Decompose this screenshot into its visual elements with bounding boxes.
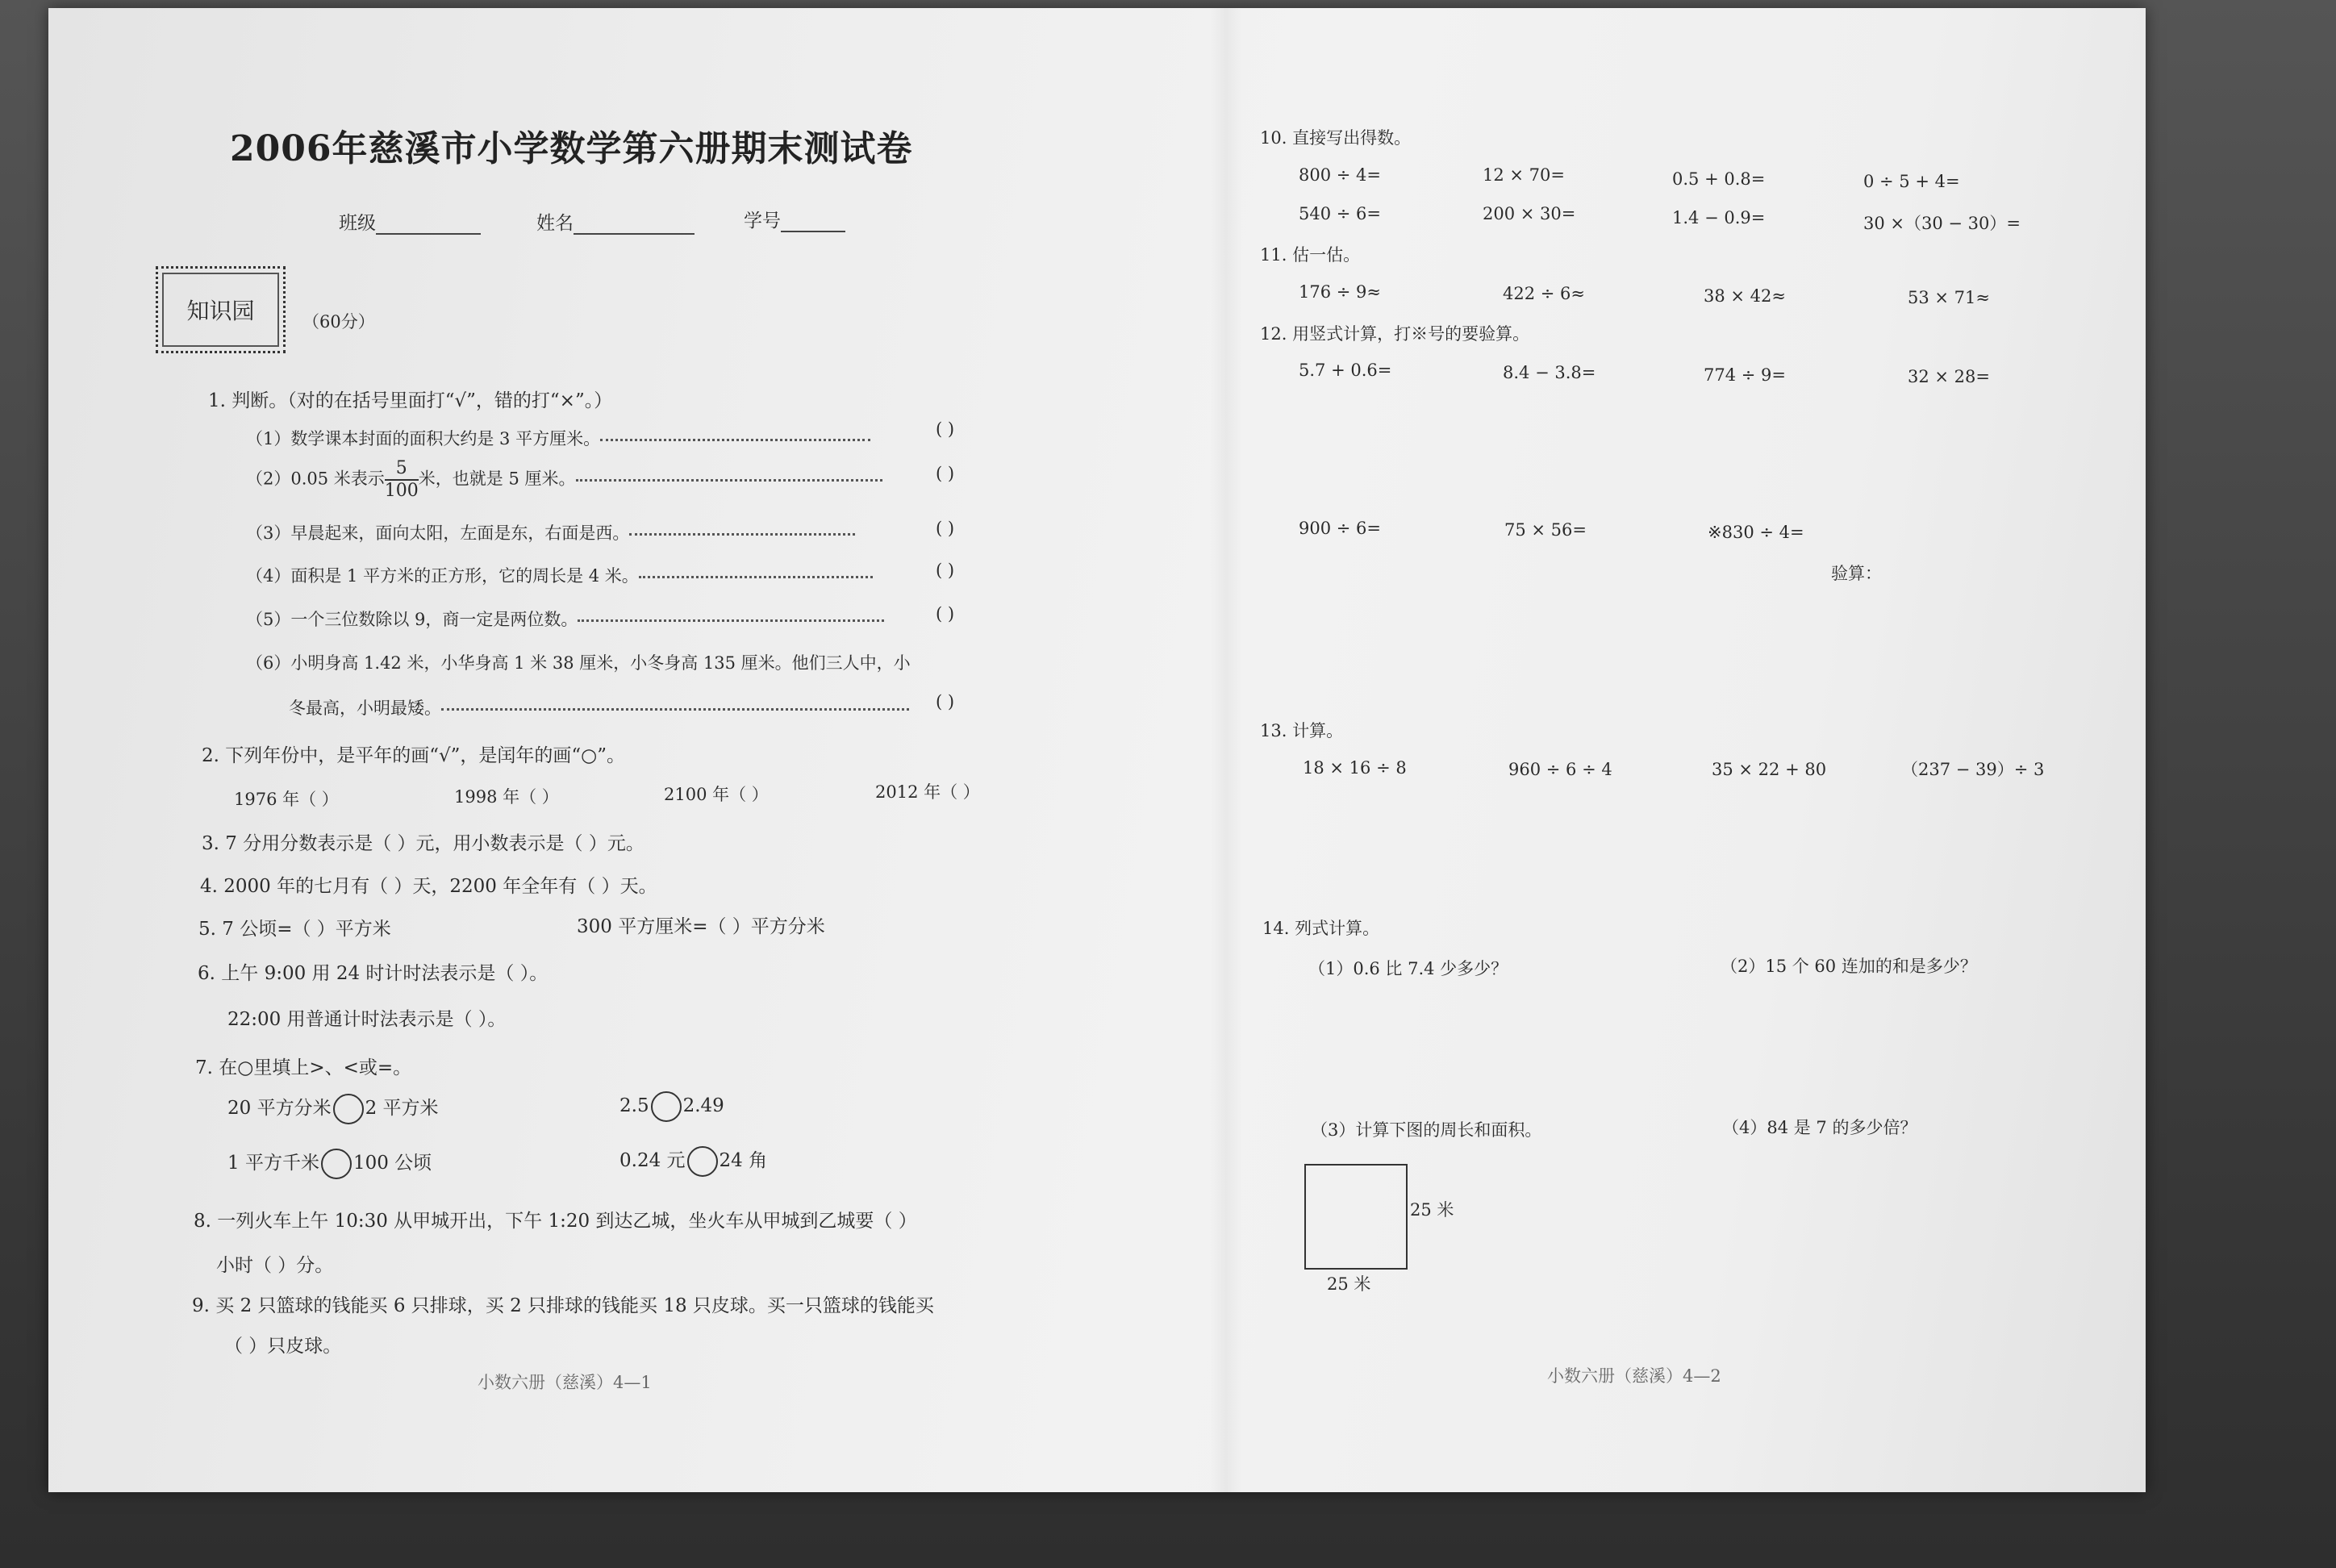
q12-r1-c4: 32 × 28=: [1908, 367, 1990, 386]
q10-r1-c3: 0.5 + 0.8=: [1672, 169, 1766, 189]
q8-b: 小时（ ）分。: [216, 1255, 334, 1276]
q7-compare-c: [227, 1148, 432, 1179]
q1-answer-1[interactable]: ( ): [936, 419, 955, 439]
q2-year-2[interactable]: 1998 年（ ）: [454, 787, 559, 807]
q12-r2-c2: 75 × 56=: [1504, 520, 1587, 540]
q7-compare-a: [227, 1093, 439, 1124]
q7-compare-b: [619, 1091, 724, 1122]
q1-item-6: （6）小明身高 1.42 米，小华身高 1 米 38 厘米，小冬身高 135 厘米。他们三人中，小: [246, 653, 911, 673]
q1-answer-3[interactable]: ( ): [936, 519, 955, 538]
q14-intro: 14. 列式计算。: [1262, 919, 1380, 938]
q12-r2-c3: ※830 ÷ 4=: [1708, 523, 1804, 542]
q1-item-4-text: （4）面积是 1 平方米的正方形，它的周长是 4 米。: [246, 566, 639, 586]
q10-r2-c1: 540 ÷ 6=: [1299, 204, 1381, 223]
number-blank[interactable]: [781, 211, 845, 232]
q3: 3. 7 分用分数表示是（ ）元，用小数表示是（ ）元。: [202, 833, 644, 854]
q7-d-right: 24 角: [719, 1150, 768, 1171]
fraction: [385, 458, 419, 502]
q7-a-left: 20 平方分米: [227, 1098, 332, 1119]
section-score: （60分）: [302, 312, 375, 332]
q4: 4. 2000 年的七月有（ ）天，2200 年全年有（ ）天。: [200, 876, 657, 897]
q5-b: 300 平方厘米=（ ）平方分米: [577, 916, 825, 937]
class-field: [339, 208, 481, 235]
q9-b: （ ）只皮球。: [224, 1336, 342, 1357]
square-figure: [1304, 1164, 1408, 1270]
compare-circle[interactable]: [321, 1149, 352, 1179]
q14-part-3: （3）计算下图的周长和面积。: [1311, 1120, 1542, 1140]
q7-c-right: 100 公顷: [352, 1153, 432, 1174]
q1-item-5-text: （5）一个三位数除以 9，商一定是两位数。: [246, 610, 578, 629]
q1-answer-2[interactable]: ( ): [936, 464, 955, 483]
q7-b-left: 2.5: [619, 1095, 649, 1116]
q1-item-2-tail: 米，也就是 5 厘米。: [418, 469, 576, 489]
q7-compare-d: [619, 1145, 767, 1177]
leader-dots: [600, 439, 870, 441]
q8-a: 8. 一列火车上午 10:30 从甲城开出，下午 1:20 到达乙城，坐火车从甲城到乙城要（ ）: [194, 1211, 917, 1232]
q9-a: 9. 买 2 只篮球的钱能买 6 只排球，买 2 只排球的钱能买 18 只皮球。买一只篮球的钱能买: [192, 1295, 934, 1316]
q2-text: 2. 下列年份中，是平年的画“√”，是闰年的画“○”。: [202, 745, 626, 766]
q7-b-right: 2.49: [682, 1095, 724, 1116]
q5-a: 5. 7 公顷=（ ）平方米: [198, 919, 391, 940]
fraction-numerator: 5: [385, 458, 419, 481]
q12-intro: 12. 用竖式计算，打※号的要验算。: [1260, 324, 1530, 344]
leader-dots: [629, 533, 855, 536]
q14-part-1: （1）0.6 比 7.4 少多少？: [1308, 959, 1508, 978]
q12-check-label: 验算：: [1831, 564, 1882, 583]
q6-b: 22:00 用普通计时法表示是（ ）。: [227, 1009, 507, 1030]
q1-item-2: [246, 458, 882, 502]
q13-c1: 18 × 16 ÷ 8: [1303, 758, 1407, 778]
q10-intro: 10. 直接写出得数。: [1260, 128, 1412, 148]
q11-c4: 53 × 71≈: [1908, 288, 1990, 307]
q1-item-6-cont-text: 冬最高，小明最矮。: [289, 699, 441, 718]
section-badge-label: 知识园: [186, 298, 255, 324]
q7-intro: 7. 在○里填上>、<或=。: [195, 1057, 412, 1078]
q1-item-5: [246, 607, 884, 631]
q10-r2-c2: 200 × 30=: [1483, 204, 1576, 223]
q7-c-left: 1 平方千米: [227, 1153, 319, 1174]
q2-year-3[interactable]: 2100 年（ ）: [664, 785, 769, 804]
q1-item-4: [246, 563, 873, 587]
compare-circle[interactable]: [651, 1091, 682, 1122]
q13-c4: （237 − 39）÷ 3: [1901, 760, 2045, 779]
q10-r1-c2: 12 × 70=: [1483, 165, 1565, 185]
square-bottom-label: 25 米: [1327, 1274, 1371, 1294]
q2-year-1[interactable]: 1976 年（ ）: [234, 790, 339, 809]
q13-c2: 960 ÷ 6 ÷ 4: [1508, 760, 1612, 779]
page-footer-left: 小数六册（慈溪）4—1: [478, 1373, 652, 1392]
q1-answer-5[interactable]: ( ): [936, 604, 955, 623]
q12-r1-c3: 774 ÷ 9=: [1704, 365, 1786, 385]
q1-intro: 1. 判断。（对的在括号里面打“√”，错的打“×”。）: [208, 390, 613, 411]
q13-intro: 13. 计算。: [1260, 721, 1344, 740]
class-blank[interactable]: [376, 214, 481, 235]
q14-part-2: （2）15 个 60 连加的和是多少？: [1721, 957, 1977, 976]
number-label: 学号: [744, 211, 781, 231]
q10-r2-c4: 30 ×（30 − 30）=: [1863, 214, 2021, 233]
leader-dots: [639, 576, 873, 578]
number-field: [744, 206, 845, 232]
q1-item-1: [246, 426, 870, 450]
q10-r2-c3: 1.4 − 0.9=: [1672, 208, 1766, 227]
compare-circle[interactable]: [333, 1094, 364, 1124]
section-badge: [156, 266, 286, 353]
exam-title: 2006年慈溪市小学数学第六册期末测试卷: [230, 128, 913, 169]
square-side-label: 25 米: [1410, 1200, 1454, 1220]
q12-r2-c1: 900 ÷ 6=: [1299, 519, 1381, 538]
leader-dots: [578, 619, 884, 622]
q13-c3: 35 × 22 + 80: [1712, 760, 1827, 779]
q10-r1-c1: 800 ÷ 4=: [1299, 165, 1381, 185]
q7-a-right: 2 平方米: [365, 1098, 439, 1119]
leader-dots: [576, 479, 882, 482]
leader-dots: [441, 708, 909, 711]
q11-c1: 176 ÷ 9≈: [1299, 282, 1381, 302]
q14-part-4: （4）84 是 7 的多少倍？: [1722, 1118, 1917, 1137]
q12-r1-c1: 5.7 + 0.6=: [1299, 361, 1392, 380]
q1-item-1-text: （1）数学课本封面的面积大约是 3 平方厘米。: [246, 429, 601, 448]
page-footer-right: 小数六册（慈溪）4—2: [1547, 1366, 1721, 1386]
compare-circle[interactable]: [687, 1146, 718, 1177]
q1-item-6-cont: [289, 695, 909, 719]
q2-year-4[interactable]: 2012 年（ ）: [875, 782, 980, 802]
q6-a: 6. 上午 9:00 用 24 时计时法表示是（ ）。: [198, 963, 549, 984]
name-blank[interactable]: [574, 214, 695, 235]
q10-r1-c4: 0 ÷ 5 + 4=: [1863, 172, 1960, 191]
page-fold: [1210, 8, 1242, 1492]
class-label: 班级: [339, 213, 376, 234]
q1-item-2-text: （2）0.05 米表示: [246, 469, 385, 489]
q1-answer-4[interactable]: ( ): [936, 561, 955, 580]
q1-item-3-text: （3）早晨起来，面向太阳，左面是东，右面是西。: [246, 523, 630, 543]
fraction-denominator: 100: [384, 481, 419, 501]
name-field: [536, 208, 695, 235]
name-label: 姓名: [536, 213, 574, 234]
q1-item-3: [246, 520, 855, 544]
q1-answer-6[interactable]: ( ): [936, 692, 955, 711]
q11-c2: 422 ÷ 6≈: [1503, 284, 1585, 303]
q11-c3: 38 × 42≈: [1704, 286, 1786, 306]
q12-r1-c2: 8.4 − 3.8=: [1503, 363, 1596, 382]
q11-intro: 11. 估一估。: [1260, 245, 1361, 265]
q7-d-left: 0.24 元: [619, 1150, 686, 1171]
